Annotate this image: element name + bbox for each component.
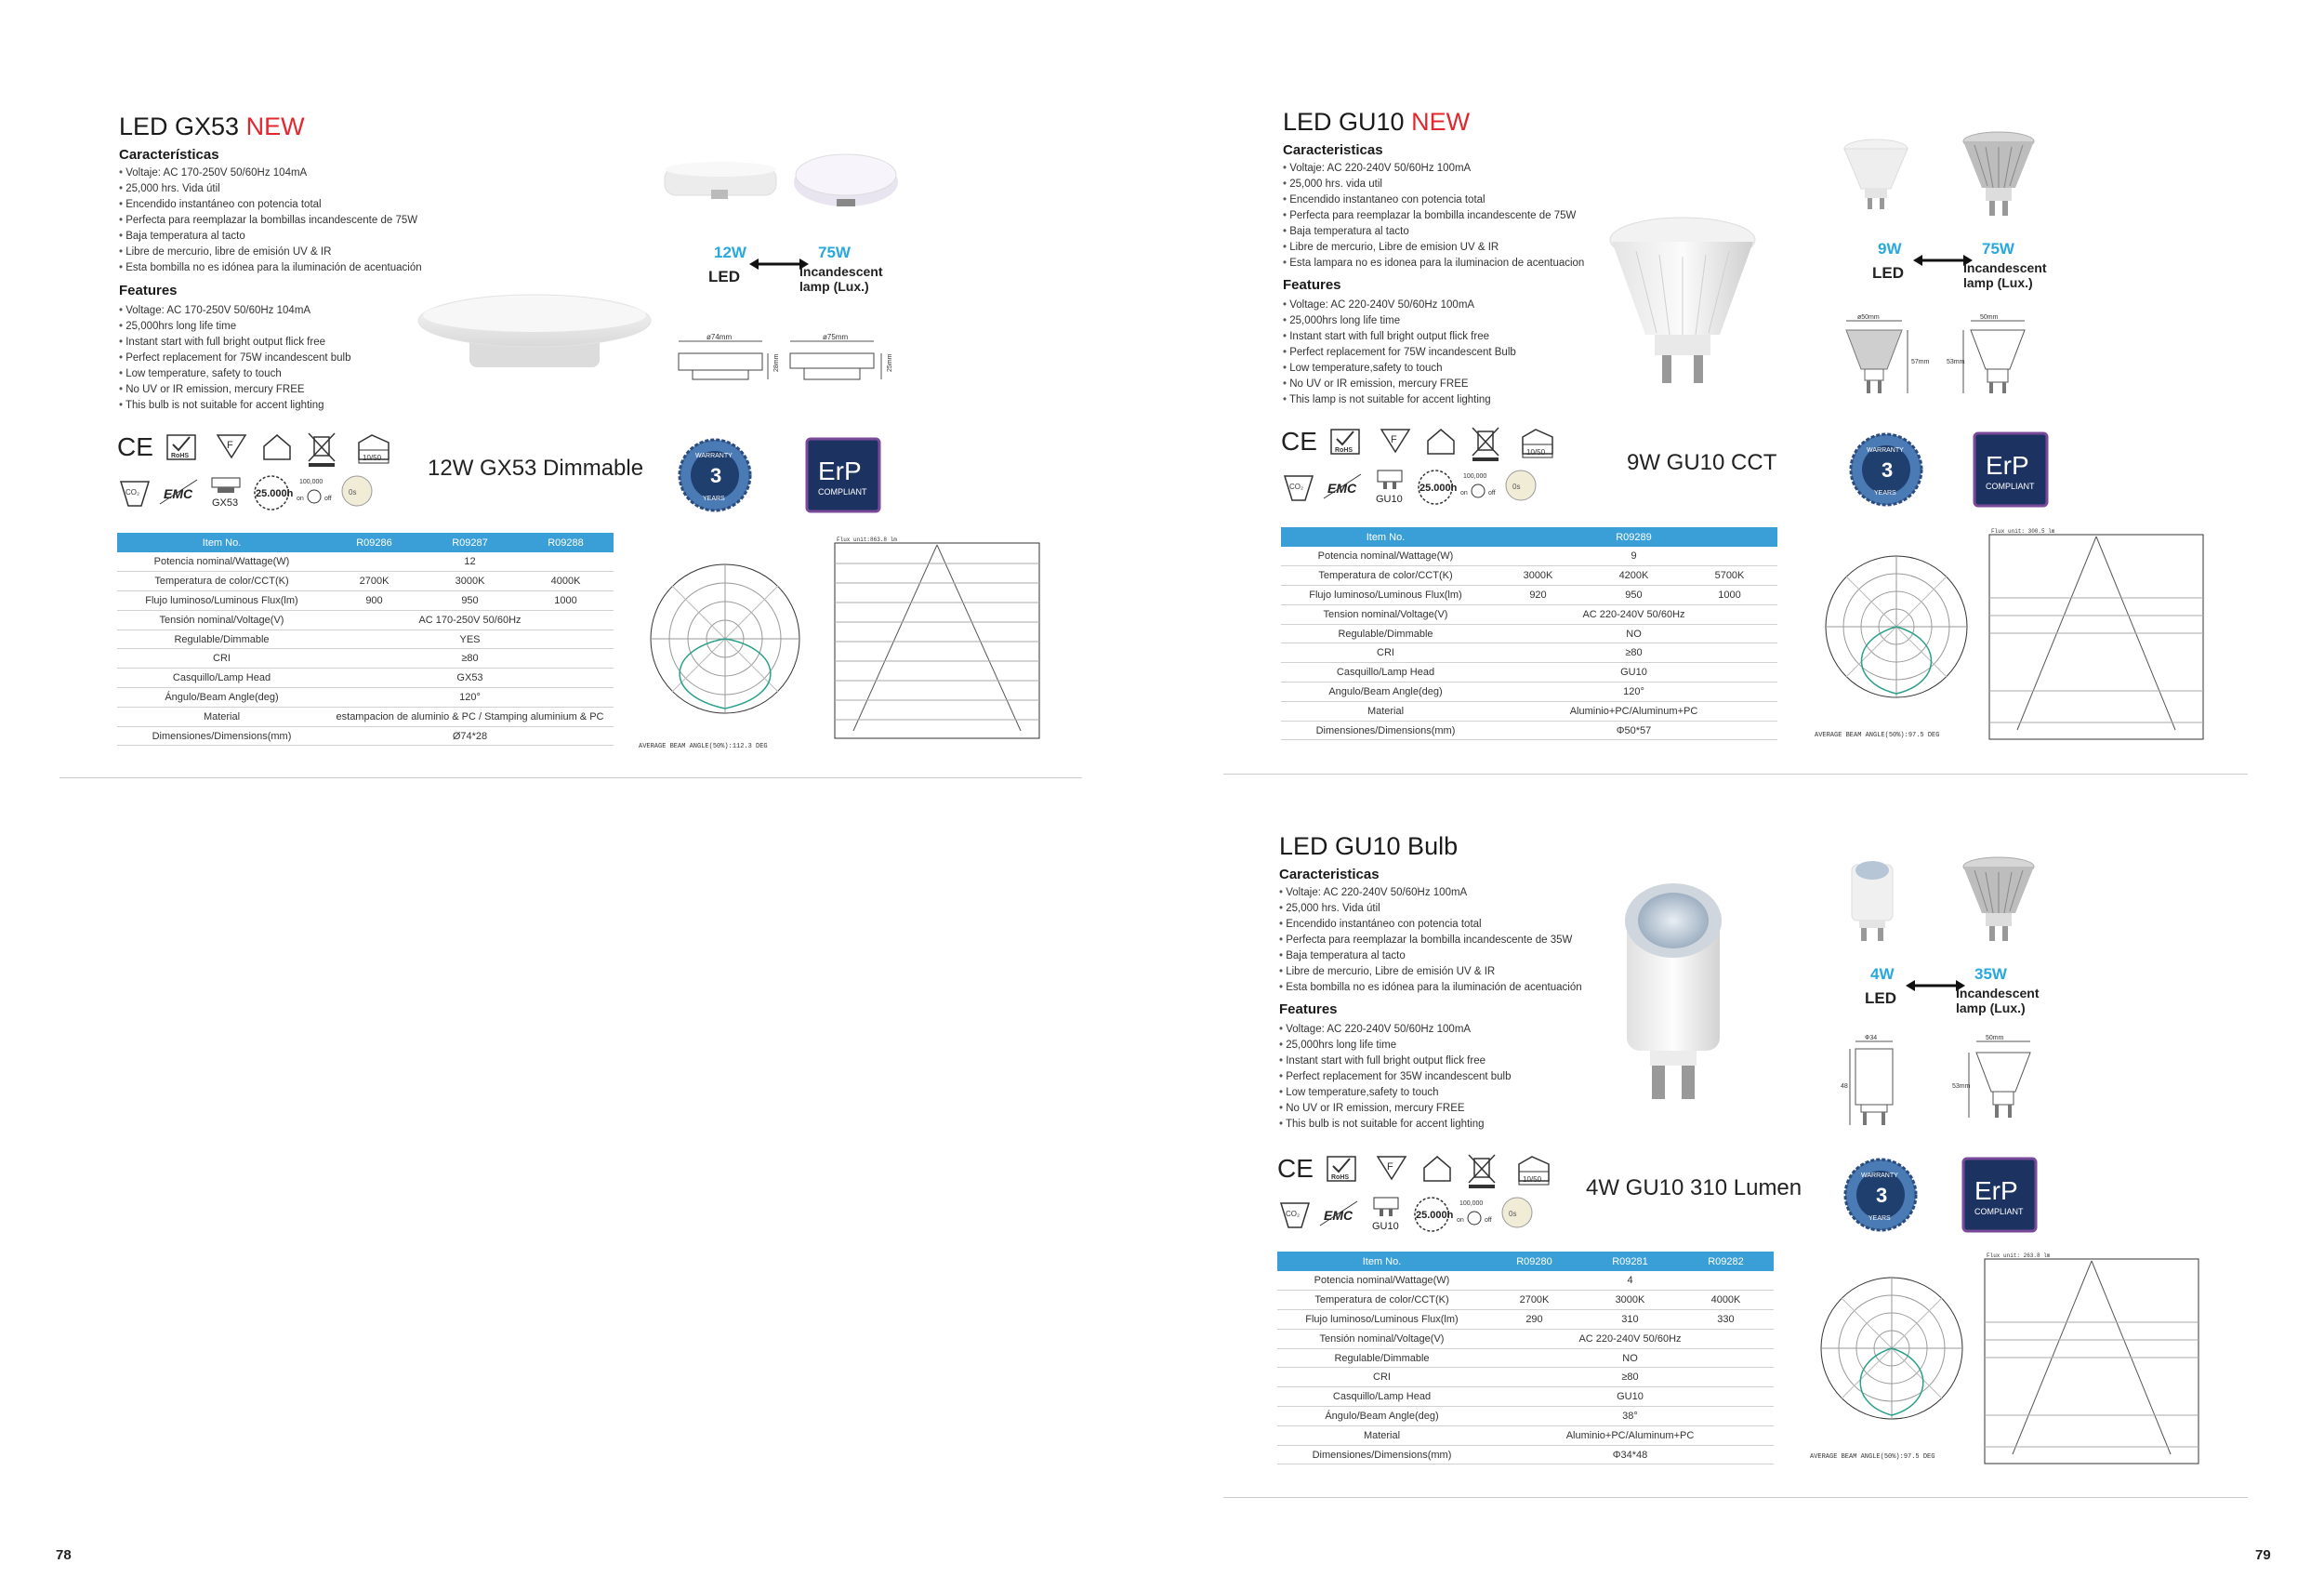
dim-d2: 50mm [1980,314,1999,321]
incandescent-watt: 75W [818,244,851,261]
product-name: 9W GU10 CCT [1627,450,1777,475]
svg-text:0s: 0s [349,488,357,497]
ce-mark-icon: CE [1277,1154,1314,1183]
table-row [1277,1310,1774,1330]
bullet: • Low temperature,safety to touch [1279,1085,1512,1101]
bullet: • Instant start with full bright output flick free [119,335,351,351]
spec-table [1277,1252,1774,1464]
page-number-right: 79 [2255,1547,2271,1563]
indoor-house-icon [1424,1157,1450,1181]
svg-text:on: on [297,496,304,502]
dim-h2: 25mm [887,353,893,372]
svg-text:off: off [1485,1217,1492,1224]
dim-d2: 50mm [1986,1035,2004,1041]
bullet: • Voltage: AC 220-240V 50/60Hz 100mA [1279,1022,1512,1038]
table-row [1277,1368,1774,1387]
row-value: 2700K [1486,1291,1582,1310]
inc-label-2: lamp (Lux.) [1956,1001,2026,1015]
lifetime-icon [1415,1198,1454,1231]
row-label: Temperatura de color/CCT(K) [1281,566,1490,586]
table-header: Item No. [117,533,326,552]
table-header: R09281 [1582,1252,1678,1271]
product-name: 12W GX53 Dimmable [428,456,644,481]
polar-caption: AVERAGE BEAM ANGLE(50%):97.5 DEG [1815,732,1940,739]
es-heading: Características [119,147,219,163]
svg-text:F: F [1387,1161,1393,1173]
table-header: R09288 [518,533,614,552]
bullet: • Encendido instantáneo con potencia total [1279,917,1582,933]
dim-h1: 57mm [1911,359,1930,365]
bullet: • Perfect replacement for 75W incandescent Bulb [1283,345,1516,361]
bullet: • Voltaje: AC 220-240V 50/60Hz 100mA [1279,885,1582,901]
row-label: Flujo luminoso/Luminous Flux(lm) [117,591,326,611]
svg-text:EMC: EMC [1324,1208,1353,1223]
bullet: • Encendido instantáneo con potencia total [119,197,422,213]
base-label: GX53 [212,497,239,509]
table-row [1277,1271,1774,1291]
row-label: Ángulo/Beam Angle(deg) [117,688,326,708]
certification-icons [1275,1151,1573,1235]
erp-text: ErP [1974,1176,2018,1205]
divider-right-top [1223,774,2248,775]
row-value: 950 [1586,586,1682,605]
bullet: • Perfecta para reemplazar la bombilla incandescente de 35W [1279,933,1582,948]
led-watt: 12W [714,244,746,261]
row-value: 120° [1490,682,1777,702]
warranty-top: WARRANTY [1861,1173,1898,1179]
row-value: 1000 [1682,586,1777,605]
bullet: • 25,000hrs long life time [1279,1038,1512,1054]
switch-cycles-icon [1457,1200,1492,1225]
polar-light-distribution-diagram [1808,1265,1975,1462]
row-value: Aluminio+PC/Aluminum+PC [1490,701,1777,721]
row-label: Temperatura de color/CCT(K) [1277,1291,1486,1310]
led-label: LED [1872,264,1904,282]
bullet: • No UV or IR emission, mercury FREE [1279,1101,1512,1117]
box-icon [1519,1157,1549,1185]
row-value: NO [1490,624,1777,643]
dim-d1: Ф34 [1865,1035,1878,1041]
divider-right-bottom [1223,1497,2248,1498]
row-value: 38° [1486,1407,1774,1426]
warranty-bottom: YEARS [1868,1215,1891,1222]
row-label: Casquillo/Lamp Head [1281,663,1490,682]
incandescent-watt: 75W [1982,240,2014,258]
row-label: Material [1277,1425,1486,1445]
row-value: Ø74*28 [326,726,614,746]
table-header: R09287 [422,533,518,552]
svg-text:F: F [1391,434,1397,445]
life-label: 25.000h [1416,1210,1454,1221]
led-watt: 9W [1878,240,1902,258]
bullet: • No UV or IR emission, mercury FREE [119,382,351,398]
gu10-aluminium-photo [1961,855,2036,945]
bullet: • Perfect replacement for 75W incandescent bulb [119,351,351,366]
row-label: Tension nominal/Voltage(V) [1281,604,1490,624]
page-number-left: 78 [56,1547,72,1563]
es-bullets [1279,885,1582,996]
row-value: 3000K [1490,566,1586,586]
row-label: Dimensiones/Dimensions(mm) [117,726,326,746]
erp-sub: COMPLIANT [1974,1207,2024,1216]
row-label: Potencia nominal/Wattage(W) [117,552,326,572]
svg-text:RoHS: RoHS [1331,1174,1350,1181]
bullet: • Perfect replacement for 35W incandescent bulb [1279,1069,1512,1085]
bullet: • Voltage: AC 170-250V 50/60Hz 104mA [119,303,351,319]
cycles-label: 100,000 [1463,473,1487,480]
warranty-3-years-icon [1842,1157,1919,1233]
bullet: • Esta bombilla no es idónea para la iluminación de acentuación [1279,980,1582,996]
dim-h2: 53mm [1952,1083,1971,1090]
row-value: 2700K [326,572,422,591]
warranty-years: 3 [1876,1184,1888,1207]
bullet: • Esta lampara no es idonea para la iluminacion de acentuacion [1283,256,1584,272]
bullet: • Voltage: AC 220-240V 50/60Hz 100mA [1283,298,1516,313]
cone-caption: Flux unit: 263.8 lm [1987,1252,2051,1259]
erp-sub: COMPLIANT [1986,482,2035,491]
row-value: ≥80 [1486,1368,1774,1387]
inc-label-1: Incandescent [1956,986,2040,1001]
inc-label-2: lamp (Lux.) [799,279,869,294]
bullet: • 25,000 hrs. Vida útil [1279,901,1582,917]
led-watt: 4W [1870,965,1895,983]
weee-bin-icon [1469,1155,1495,1188]
bullet: • Voltaje: AC 170-250V 50/60Hz 104mA [119,166,422,181]
row-value: ≥80 [1490,643,1777,663]
title-text: LED GX53 [119,113,240,140]
row-label: Angulo/Beam Angle(deg) [1281,682,1490,702]
row-label: Flujo luminoso/Luminous Flux(lm) [1281,586,1490,605]
dim-d2: ø75mm [823,333,849,341]
dim-h1: 28mm [773,353,780,372]
gu10-mini-bulb-photo [1613,883,1734,1105]
row-value: 3000K [1582,1291,1678,1310]
bullet: • Baja temperatura al tacto [119,229,422,245]
bullet: • Perfecta para reemplazar la bombillas incandescente de 75W [119,213,422,229]
svg-text:0s: 0s [1512,483,1521,491]
table-header: Item No. [1277,1252,1486,1271]
table-row [1277,1387,1774,1407]
base-label: GU10 [1372,1221,1399,1232]
table-header: R09289 [1490,527,1777,547]
row-label: Tensión nominal/Voltage(V) [1277,1329,1486,1348]
row-value: Φ50*57 [1490,721,1777,740]
bullet: • Libre de mercurio, Libre de emision UV & IR [1283,240,1584,256]
row-value: GX53 [326,669,614,688]
dim-h1: 48 [1841,1083,1848,1090]
es-heading: Caracteristicas [1283,142,1383,158]
table-header: R09286 [326,533,422,552]
gu10-mini-white-photo [1846,857,1898,947]
bullet: • This bulb is not suitable for accent lighting [1279,1117,1512,1133]
led-label: LED [708,268,740,285]
dim-d1: ø50mm [1857,314,1880,321]
row-label: Regulable/Dimmable [1277,1348,1486,1368]
row-value: ≥80 [326,649,614,669]
cycles-label: 100,000 [1459,1200,1484,1207]
erp-text: ErP [818,457,862,485]
en-heading: Features [119,283,178,298]
table-header: R09282 [1678,1252,1774,1271]
row-value: 310 [1582,1310,1678,1330]
new-badge: NEW [1411,108,1471,136]
row-value: 4200K [1586,566,1682,586]
bullet: • Low temperature, safety to touch [119,366,351,382]
table-row [1277,1425,1774,1445]
cone-caption: Flux unit: 300.5 lm [1991,528,2055,535]
row-value: AC 220-240V 50/60Hz [1486,1329,1774,1348]
row-value: 290 [1486,1310,1582,1330]
instant-on-icon [1502,1198,1532,1227]
incandescent-watt: 35W [1974,965,2007,983]
bullet: • Perfecta para reemplazar la bombilla incandescente de 75W [1283,208,1584,224]
row-label: Regulable/Dimmable [117,629,326,649]
row-value: estampacion de aluminio & PC / Stamping aluminium & PC [326,707,614,726]
title-text: LED GU10 [1283,108,1405,136]
box-label: 10/50 [363,454,382,462]
svg-text:0s: 0s [1509,1210,1517,1218]
row-label: CRI [1281,643,1490,663]
bullet: • Baja temperatura al tacto [1279,948,1582,964]
erp-compliant-icon [1961,1157,2038,1233]
title-text: LED GU10 Bulb [1279,832,1459,860]
row-label: Ángulo/Beam Angle(deg) [1277,1407,1486,1426]
bullet: • Low temperature,safety to touch [1283,361,1516,377]
en-heading: Features [1279,1001,1338,1017]
row-label: Casquillo/Lamp Head [1277,1387,1486,1407]
table-row [1277,1407,1774,1426]
dimension-drawing [1841,1032,2069,1134]
row-label: Material [117,707,326,726]
bullet: • Esta bombilla no es idónea para la iluminación de acentuación [119,260,422,276]
row-value: YES [326,629,614,649]
rohs-icon [1327,1157,1355,1181]
ce-mark-icon: CE [117,432,153,461]
bullet: • Libre de mercurio, libre de emisión UV & IR [119,245,422,260]
row-label: Dimensiones/Dimensions(mm) [1277,1445,1486,1464]
svg-text:F: F [227,440,233,451]
row-label: CRI [117,649,326,669]
new-badge: NEW [245,113,305,140]
row-label: Material [1281,701,1490,721]
table-row [1277,1291,1774,1310]
bullet: • Libre de mercurio, Libre de emisión UV & IR [1279,964,1582,980]
table-header: Item No. [1281,527,1490,547]
ce-mark-icon: CE [1281,427,1317,456]
warranty-bottom: YEARS [703,496,725,502]
svg-text:EMC: EMC [1327,481,1357,496]
row-value: NO [1486,1348,1774,1368]
bullet: • No UV or IR emission, mercury FREE [1283,377,1516,392]
row-label: Potencia nominal/Wattage(W) [1277,1271,1486,1291]
dim-d1: ø74mm [706,333,733,341]
svg-text:RoHS: RoHS [171,453,190,459]
row-label: Regulable/Dimmable [1281,624,1490,643]
life-label: 25.000h [1419,483,1458,494]
en-bullets [1279,1022,1512,1133]
es-heading: Caracteristicas [1279,867,1380,882]
row-value: 5700K [1682,566,1777,586]
bullet: • 25,000hrs long life time [1283,313,1516,329]
cycles-label: 100,000 [299,479,324,485]
bullet: • This lamp is not suitable for accent lighting [1283,392,1516,408]
bullet: • Voltaje: AC 220-240V 50/60Hz 100mA [1283,161,1584,177]
warranty-top: WARRANTY [695,453,733,459]
row-value: 330 [1678,1310,1774,1330]
row-label: Potencia nominal/Wattage(W) [1281,547,1490,566]
row-label: Flujo luminoso/Luminous Flux(lm) [1277,1310,1486,1330]
row-value: 950 [422,591,518,611]
led-label: LED [1865,989,1896,1007]
erp-text: ErP [1986,451,2029,480]
warranty-years: 3 [1882,458,1894,482]
row-label: Tensión nominal/Voltage(V) [117,610,326,629]
warranty-top: WARRANTY [1867,447,1904,454]
table-header: R09280 [1486,1252,1582,1271]
f-mark-icon [1378,1157,1406,1179]
en-heading: Features [1283,277,1341,293]
row-value: 4 [1486,1271,1774,1291]
svg-text:CO₂: CO₂ [1289,483,1304,491]
polar-caption: AVERAGE BEAM ANGLE(50%):112.3 DEG [639,743,768,750]
bullet: • Instant start with full bright output flick free [1283,329,1516,345]
wattage-compare [1852,965,2066,1030]
table-row [1277,1348,1774,1368]
inc-label-2: lamp (Lux.) [1963,275,2033,290]
lamp-base-icon [1372,1198,1399,1232]
svg-text:off: off [324,496,332,502]
svg-text:on: on [1460,490,1468,497]
warranty-bottom: YEARS [1874,490,1896,497]
dim-h2: 53mm [1947,359,1965,365]
cone-caption: Flux unit:863.8 lm [837,537,897,543]
incandescent-label [1956,986,2039,1015]
illuminance-cone-diagram [1985,1252,2199,1473]
erp-sub: COMPLIANT [818,487,867,497]
row-value: 3000K [422,572,518,591]
svg-text:CO₂: CO₂ [125,488,140,497]
table-row [1277,1329,1774,1348]
svg-text:off: off [1488,490,1496,497]
svg-text:CO₂: CO₂ [1286,1210,1301,1218]
svg-text:RoHS: RoHS [1335,447,1353,454]
row-value: Aluminio+PC/Aluminum+PC [1486,1425,1774,1445]
row-value: AC 220-240V 50/60Hz [1490,604,1777,624]
base-label: GU10 [1376,494,1403,505]
bullet: • This bulb is not suitable for accent lighting [119,398,351,414]
row-value: GU10 [1490,663,1777,682]
bullet: • 25,000 hrs. Vida útil [119,181,422,197]
row-value: 900 [326,591,422,611]
co2-icon [1281,1203,1309,1227]
row-label: Temperatura de color/CCT(K) [117,572,326,591]
svg-text:EMC: EMC [164,486,193,501]
row-value: GU10 [1486,1387,1774,1407]
row-value: AC 170-250V 50/60Hz [326,610,614,629]
row-value: 4000K [518,572,614,591]
row-value: 9 [1490,547,1777,566]
warranty-years: 3 [710,464,722,487]
table-row [1277,1445,1774,1464]
row-value: 12 [326,552,614,572]
svg-text:on: on [1457,1217,1464,1224]
product-name: 4W GU10 310 Lumen [1586,1175,1802,1200]
bullet: • Baja temperatura al tacto [1283,224,1584,240]
polar-caption: AVERAGE BEAM ANGLE(50%):97.5 DEG [1810,1453,1935,1461]
divider-left [59,777,1082,778]
bullet: • Instant start with full bright output flick free [1279,1054,1512,1069]
row-value: 1000 [518,591,614,611]
row-value: 120° [326,688,614,708]
bullet: • Encendido instantaneo con potencia total [1283,192,1584,208]
life-label: 25.000h [256,488,294,499]
row-value: 4000K [1678,1291,1774,1310]
bullet: • 25,000 hrs. vida util [1283,177,1584,192]
box-label: 10/50 [1523,1175,1542,1184]
inc-label-1: Incandescent [1963,260,2047,275]
box-label: 10/50 [1526,448,1546,457]
row-label: Dimensiones/Dimensions(mm) [1281,721,1490,740]
emc-icon [1320,1201,1357,1226]
row-value: 920 [1490,586,1586,605]
row-label: Casquillo/Lamp Head [117,669,326,688]
row-value: Φ34*48 [1486,1445,1774,1464]
section-title [1279,832,1458,861]
row-label: CRI [1277,1368,1486,1387]
bullet: • 25,000hrs long life time [119,319,351,335]
inc-label-1: Incandescent [799,264,883,279]
